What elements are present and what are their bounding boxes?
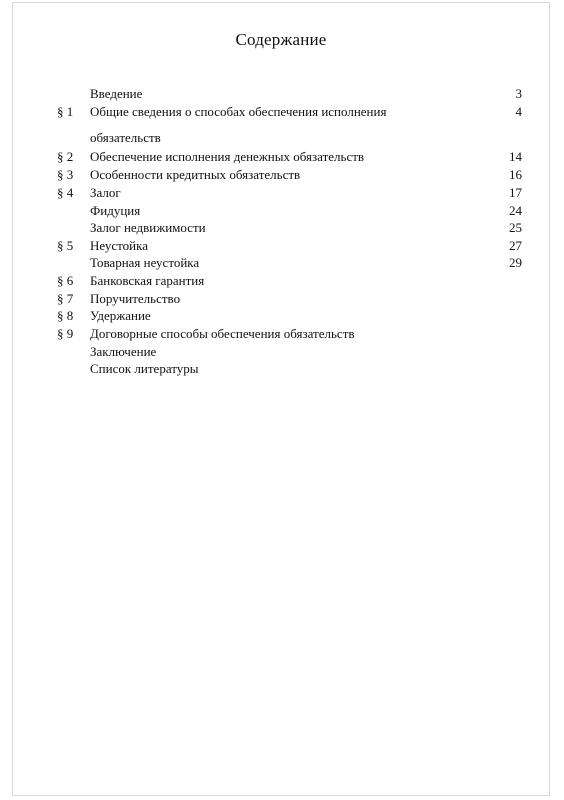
toc-page: 16 [509,167,522,182]
toc-row-introduction [13,85,549,103]
toc-row-section-1 [13,103,549,121]
toc-title: Удержание [90,308,151,323]
toc-number: § 9 [57,326,74,341]
toc-row-real-estate-pledge [13,219,549,237]
toc-number: § 5 [57,238,74,253]
toc-page: 4 [515,104,522,119]
toc-title: Общие сведения о способах обеспечения исполнения [90,104,387,119]
toc-number: § 7 [57,291,74,306]
toc-row-section-7 [13,290,549,308]
toc-number: § 6 [57,273,74,288]
toc-title: Банковская гарантия [90,273,205,288]
toc-row-commodity-penalty [13,254,549,272]
toc-page: 24 [509,203,522,218]
toc-page: 14 [509,149,522,164]
toc-title: Неустойка [90,238,148,253]
toc-title: Введение [90,86,143,101]
toc-page: 17 [509,185,522,200]
toc-page: 25 [509,220,522,235]
toc-number: § 4 [57,185,74,200]
toc-title: Заключение [90,344,157,359]
page-title: Содержание [235,30,327,49]
toc-row-section-3 [13,166,549,184]
toc-row-section-6 [13,272,549,290]
toc-page: 29 [509,255,522,270]
toc-row-section-9 [13,325,549,343]
toc-title: Договорные способы обеспечения обязательств [90,326,355,341]
toc-row-fiducia [13,202,549,220]
toc-number: § 1 [57,104,74,119]
toc-row-section-2 [13,148,549,166]
table-of-contents [13,3,549,795]
document-page [12,2,550,796]
toc-number: § 2 [57,149,74,164]
toc-row-section-8 [13,307,549,325]
toc-title: Товарная неустойка [90,255,200,270]
toc-page: 3 [515,86,522,101]
toc-title: Особенности кредитных обязательств [90,167,301,182]
toc-row-section-5 [13,237,549,255]
toc-title: Поручительство [90,291,181,306]
toc-number: § 8 [57,308,74,323]
toc-row-section-4 [13,184,549,202]
toc-number: § 3 [57,167,74,182]
toc-row-bibliography [13,360,549,378]
toc-title: Залог [90,185,121,200]
toc-title: Список литературы [90,361,199,376]
toc-page: 27 [509,238,522,253]
toc-title: Обеспечение исполнения денежных обязательств [90,149,365,164]
toc-title: обязательств [90,130,161,145]
toc-title: Фидуция [90,203,141,218]
toc-row-section-1-continuation [13,129,549,147]
toc-title: Залог недвижимости [90,220,206,235]
toc-row-conclusion [13,343,549,361]
